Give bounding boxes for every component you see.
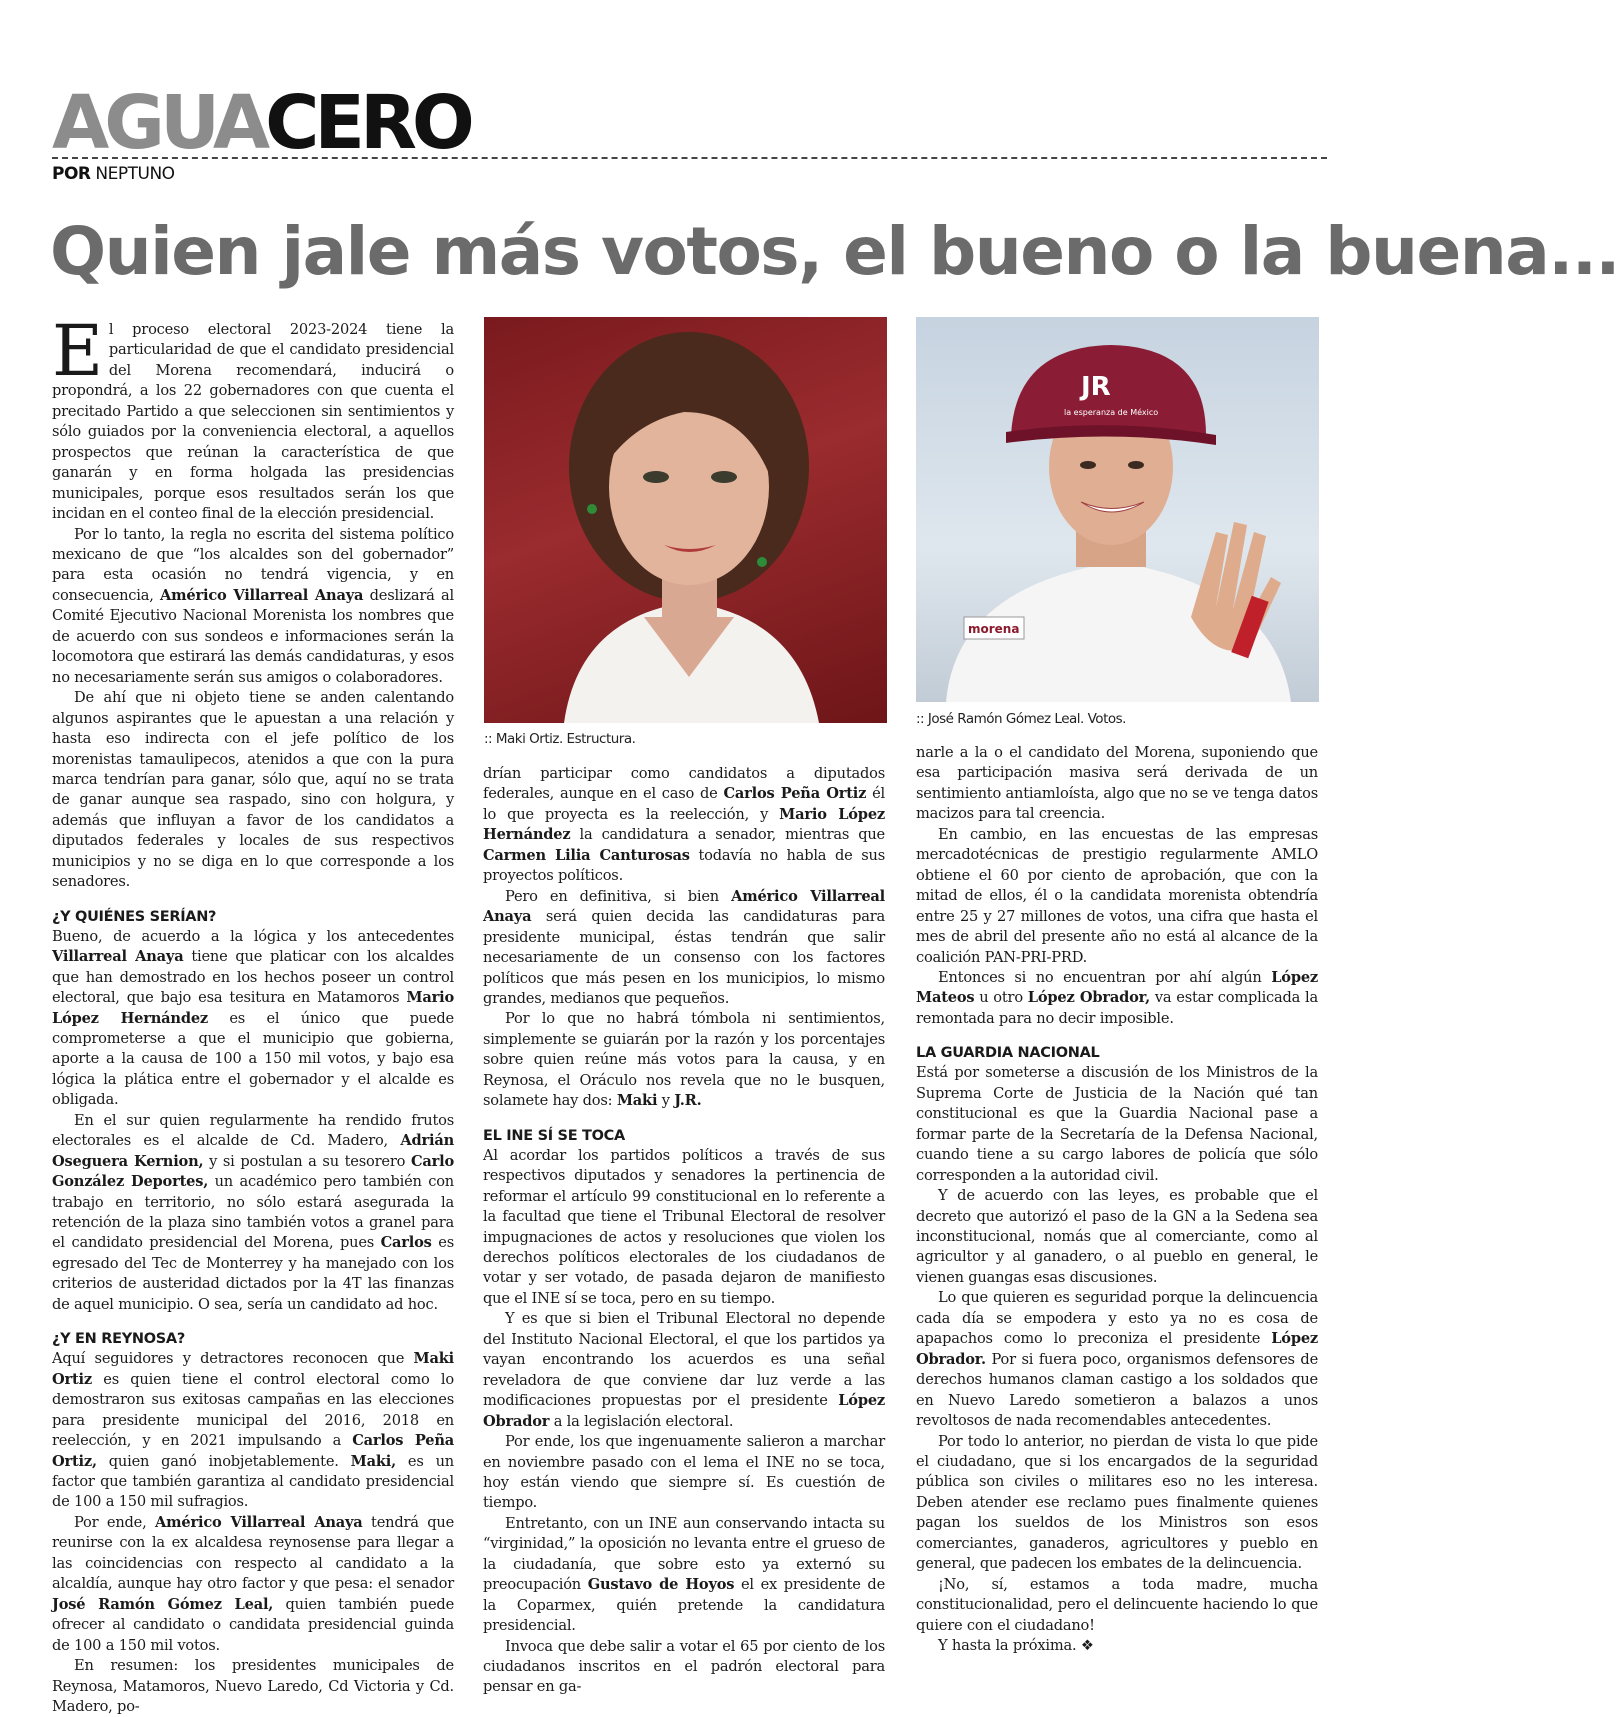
byline-author: NEPTUNO bbox=[95, 164, 175, 184]
paragraph: narle a la o el candidato del Morena, suponiendo que esa participación masiva será derivada de un sentimiento antiamloísta, algo que no se ve tenga datos macizos para tal creencia. bbox=[916, 744, 1318, 823]
text: Por lo que no habrá tómbola ni sentimientos, simplemente se guiarán por la razón y los porcentajes sobre quien reúne más votos para la causa, y en Reynosa, el Oráculo nos revela que no le busquen, solamete hay dos: bbox=[483, 1010, 885, 1110]
bold-name: Maki, bbox=[350, 1452, 396, 1470]
column-1 bbox=[52, 310, 455, 1717]
bold-name: López Obrador bbox=[483, 1392, 885, 1430]
paragraph bbox=[52, 1513, 454, 1656]
photo-jose-ramon-gomez-leal bbox=[916, 317, 1319, 702]
paragraph: Y hasta la próxima. ❖ bbox=[938, 1637, 1094, 1655]
subheading: ¿Y EN REYNOSA? bbox=[52, 1331, 185, 1348]
text: Y es que si bien el Tribunal Electoral no depende del Instituto Nacional Electoral, el que los partidos ya vayan encontrando los acuerdos es una señal reveladora de que conviene dar luz verde a las modificaciones propuestas por el presidente bbox=[483, 1310, 885, 1410]
text: l proceso electoral 2023-2024 tiene la particularidad de que el candidato presidencial del Morena recomendará, inducirá o propondrá, a los 22 gobernadores con que cuenta el precitado Partido a que seleccionen sin sentimientos y sólo guiados por la conveniencia electoral, a aquellos prospectos que reúnan la característica de que ganarán y en forma holgada las presidencias municipales, porque esos resultados serán los que incidan en el conteo final de la elección presidencial. bbox=[52, 321, 454, 523]
subheading: EL INE SÍ SE TOCA bbox=[483, 1127, 625, 1144]
text: un académico pero también con trabajo en territorio, no sólo estará asegurada la retención de la plaza sino también votos a granel para el candidato presidencial del Morena, pues bbox=[52, 1173, 454, 1252]
bold-name: Américo Villarreal Anaya bbox=[483, 887, 886, 926]
bold-name: Carlo González Deportes, bbox=[52, 1152, 454, 1191]
byline bbox=[52, 164, 175, 184]
paragraph bbox=[916, 1288, 1318, 1431]
headline: Quien jale más votos, el bueno o la buena... bbox=[50, 213, 1619, 290]
bold-name: Mario López Hernández bbox=[52, 989, 454, 1027]
paragraph: ¡No, sí, estamos a toda madre, mucha constitucionalidad, pero el delincuente haciendo lo que quiere con el ciudadano! bbox=[916, 1575, 1318, 1634]
paragraph bbox=[52, 1111, 454, 1316]
bold-name: Américo Villarreal Anaya bbox=[160, 586, 364, 604]
logo-agua: AGUA bbox=[52, 80, 266, 166]
column-2 bbox=[483, 764, 885, 1698]
cap-logo-jr: JR bbox=[1081, 372, 1111, 402]
paragraph bbox=[916, 968, 1318, 1029]
paragraph bbox=[483, 1309, 885, 1432]
bold-name: López Obrador, bbox=[1027, 989, 1150, 1007]
text: Entretanto, con un INE aun conservando intacta su “virginidad,” la oposición no levanta entre el grueso de la ciudadanía, que sobre esto ya externó su preocupación bbox=[483, 1514, 885, 1594]
text: Entonces si no encuentran por ahí algún bbox=[938, 968, 1272, 986]
text: él lo que proyecta es la reelección, y bbox=[483, 785, 886, 823]
bold-name: Carmen Lilia Canturosas bbox=[483, 846, 690, 864]
text: Por ende, bbox=[74, 1513, 156, 1531]
bold-name: Maki bbox=[616, 1092, 658, 1110]
bold-name: Carlos Peña Ortiz bbox=[723, 785, 867, 803]
text: es egresado del Tec de Monterrey y ha manejado con los criterios de austeridad dictados por la 4T las finanzas de aquel municipio. O sea, sería un candidato ad hoc. bbox=[52, 1234, 454, 1313]
bold-name: Carlos bbox=[380, 1234, 432, 1252]
paragraph bbox=[52, 310, 454, 525]
text: Pero en definitiva, si bien bbox=[505, 887, 732, 905]
bold-name: Carlos Peña Ortiz, bbox=[52, 1432, 454, 1470]
text: tendrá que reunirse con la ex alcaldesa reynosense para llegar a las coincidencias con respecto al candidato a la alcaldía, aunque hay otro factor y que pesa: el senador bbox=[52, 1513, 455, 1593]
text: es un factor que también garantiza al candidato presidencial de 100 a 150 mil sufragios. bbox=[52, 1452, 454, 1511]
bold-name: Maki Ortiz bbox=[52, 1350, 454, 1388]
paragraph bbox=[483, 887, 885, 1010]
paragraph: En cambio, en las encuestas de las empresas mercadotécnicas de prestigio regularmente AMLO obtiene el 60 por ciento de aprobación, que con la mitad de ellos, él o la candidata morenista obtendría entre 25 y 27 millones de votos, una cifra que hasta el mes de abril del presente año no está al alcance de la coalición PAN-PRI-PRD. bbox=[916, 825, 1318, 966]
text: En el sur quien regularmente ha rendido frutos electorales es el alcalde de Cd. Madero, bbox=[52, 1111, 454, 1150]
paragraph: Y de acuerdo con las leyes, es probable que el decreto que autorizó el paso de la GN a la Sedena sea inconstitucional, nomás que al comerciante, como al agricultor y al ganadero, o al pueblo en general, le vienen guangas esas discusiones. bbox=[916, 1187, 1318, 1286]
text: va estar complicada la remontada para no decir imposible. bbox=[916, 989, 1318, 1027]
bold-name: J.R. bbox=[674, 1092, 702, 1110]
drop-cap: E bbox=[52, 310, 103, 392]
text: drían participar como candidatos a diputados federales, aunque en el caso de bbox=[483, 765, 885, 803]
text: a la legislación electoral. bbox=[549, 1412, 734, 1430]
subheading: LA GUARDIA NACIONAL bbox=[916, 1045, 1100, 1062]
photo-caption-left: :: Maki Ortiz. Estructura. bbox=[484, 731, 636, 747]
logo-cero: CERO bbox=[265, 80, 470, 166]
paragraph: Al acordar los partidos políticos a través de sus respectivos diputados y senadores la pertinencia de reformar el artículo 99 constitucional en lo referente a la facultad que tiene el Tribunal Electoral de resolver impugnaciones de actos y resoluciones que violen los derechos políticos electorales de los ciudadanos de votar y ser votado, de pasada dejaron de manifiesto que el INE sí se toca, pero en su tiempo. bbox=[483, 1146, 885, 1307]
column-3 bbox=[916, 743, 1318, 1656]
paragraph: En resumen: los presidentes municipales de Reynosa, Matamoros, Nuevo Laredo, Cd Victoria y Cd. Madero, po- bbox=[52, 1657, 454, 1715]
text: u otro bbox=[974, 989, 1028, 1007]
paragraph bbox=[52, 525, 454, 689]
bold-name: Villarreal Anaya bbox=[52, 948, 184, 966]
bold-name: Gustavo de Hoyos bbox=[587, 1576, 735, 1594]
paragraph bbox=[483, 1514, 885, 1637]
dashed-divider bbox=[52, 157, 1327, 159]
text: quien también puede ofrecer al candidato o candidata presidencial guinda de 100 a 150 mil votos. bbox=[52, 1595, 455, 1654]
byline-por: POR bbox=[52, 164, 91, 184]
paragraph: De ahí que ni objeto tiene se anden calentando algunos aspirantes que le apuestan a una relación y hasta eso indirecta con el jefe político de los morenistas tamaulipecos, atenidos a que con la pura marca tendrían para ganar, sólo que, aquí no se trata de ganar aunque sea raspado, sino con holgura, y además que influyan a favor de los candidatos a diputados federales y locales de sus respectivos municipios y no se diga en lo que corresponde a los senadores. bbox=[52, 689, 454, 891]
text: Por lo tanto, la regla no escrita del sistema político mexicano de que “los alcaldes son del gobernador” para esta ocasión no tendrá vigencia, y en consecuencia, bbox=[52, 525, 454, 604]
paragraph: Por ende, los que ingenuamente salieron a marchar en noviembre pasado con el lema el INE no se toca, hoy están viendo que siempre sí. Es cuestión de tiempo. bbox=[483, 1433, 885, 1512]
paragraph bbox=[483, 764, 885, 887]
text: Lo que quieren es seguridad porque la delincuencia cada día se empodera y esto ya no es cosa de apapachos como lo preconiza el presidente bbox=[916, 1289, 1318, 1348]
text: es quien tiene el control electoral como lo demostraron sus exitosas campañas en las elecciones para presidente municipal del 2016, 2018 en reelección, y en 2021 impulsando a bbox=[52, 1370, 454, 1450]
bold-name: Mario López Hernández bbox=[483, 805, 885, 844]
text: el ex presidente de la Coparmex, quién pretende la candidatura presidencial. bbox=[483, 1576, 886, 1635]
bold-name: Adrián Oseguera Kernion, bbox=[52, 1132, 454, 1170]
photo-maki-ortiz bbox=[484, 317, 887, 723]
text: quien ganó inobjetablemente. bbox=[96, 1452, 351, 1470]
text: deslizará al Comité Ejecutivo Nacional Morenista los nombres que de acuerdo con sus sondeos e informaciones serán la locomotora que estirará las demás candidaturas, y esos no necesariamente serán sus amigos o colaboradores. bbox=[52, 586, 454, 686]
text: la candidatura a senador, mientras que bbox=[570, 826, 885, 844]
text: Bueno, de acuerdo a la lógica y los antecedentes bbox=[52, 927, 454, 945]
shirt-logo: morena bbox=[968, 622, 1020, 636]
text: tiene que platicar con los alcaldes que han demostrado en los hechos poseer un control electoral, que bajo esa tesitura en Matamoros bbox=[52, 948, 454, 1007]
text: y si postulan a su tesorero bbox=[203, 1152, 411, 1170]
text: será quien decida las candidaturas para presidente municipal, éstas tendrán que salir necesariamente de un consenso con los factores políticos que más pesen en los municipios, lo mismo grandes, medianos que pequeños. bbox=[483, 908, 885, 1007]
text: todavía no habla de sus proyectos políticos. bbox=[483, 846, 885, 885]
bold-name: José Ramón Gómez Leal, bbox=[52, 1595, 274, 1613]
paragraph bbox=[52, 1349, 454, 1513]
paragraph bbox=[52, 927, 454, 1111]
text: Aquí seguidores y detractores reconocen que bbox=[52, 1350, 414, 1368]
photo-caption-right: :: José Ramón Gómez Leal. Votos. bbox=[916, 711, 1126, 727]
text: Por si fuera poco, organismos defensores de derechos humanos claman castigo a los soldados que en Nuevo Laredo sometieron a balazos a unos revoltosos de nada recomendables antecedentes. bbox=[916, 1350, 1318, 1430]
bold-name: Américo Villarreal Anaya bbox=[155, 1513, 363, 1531]
bold-name: López Mateos bbox=[916, 968, 1318, 1007]
portrait-man-illustration bbox=[916, 317, 1319, 702]
text: y bbox=[657, 1092, 675, 1110]
paragraph bbox=[483, 1009, 885, 1111]
paragraph: Por todo lo anterior, no pierdan de vista lo que pide el ciudadano, que si los encargados de la seguridad pública son civiles o militares eso no les interesa. Deben atender ese reclamo pues finalmente quienes pagan los sueldos de los Ministros son esos comerciantes, ganaderos, agricultores y pueblo en general, que padecen los embates de la delincuencia. bbox=[916, 1432, 1318, 1573]
column-logo bbox=[52, 80, 470, 166]
portrait-woman-illustration bbox=[484, 317, 887, 723]
subheading: ¿Y QUIÉNES SERÍAN? bbox=[52, 908, 217, 925]
bold-name: López Obrador. bbox=[916, 1330, 1318, 1368]
paragraph: Invoca que debe salir a votar el 65 por ciento de los ciudadanos inscritos en el padrón electoral para pensar en ga- bbox=[483, 1637, 885, 1696]
paragraph: Está por someterse a discusión de los Ministros de la Suprema Corte de Justicia de la Nación qué tan constitucional es que la Guardia Nacional pase a formar parte de la Secretaría de la Defensa Nacional, cuando tiene a su cargo labores de policía que sólo corresponden a la autoridad civil. bbox=[916, 1064, 1318, 1184]
cap-tagline: la esperanza de México bbox=[1064, 408, 1159, 417]
text: es el único que puede comprometerse a que el municipio que gobierna, aporte a la causa de 100 a 150 mil votos, y bajo esa lógica la plática entre el gobernador y el alcalde es obligada. bbox=[52, 1009, 454, 1109]
